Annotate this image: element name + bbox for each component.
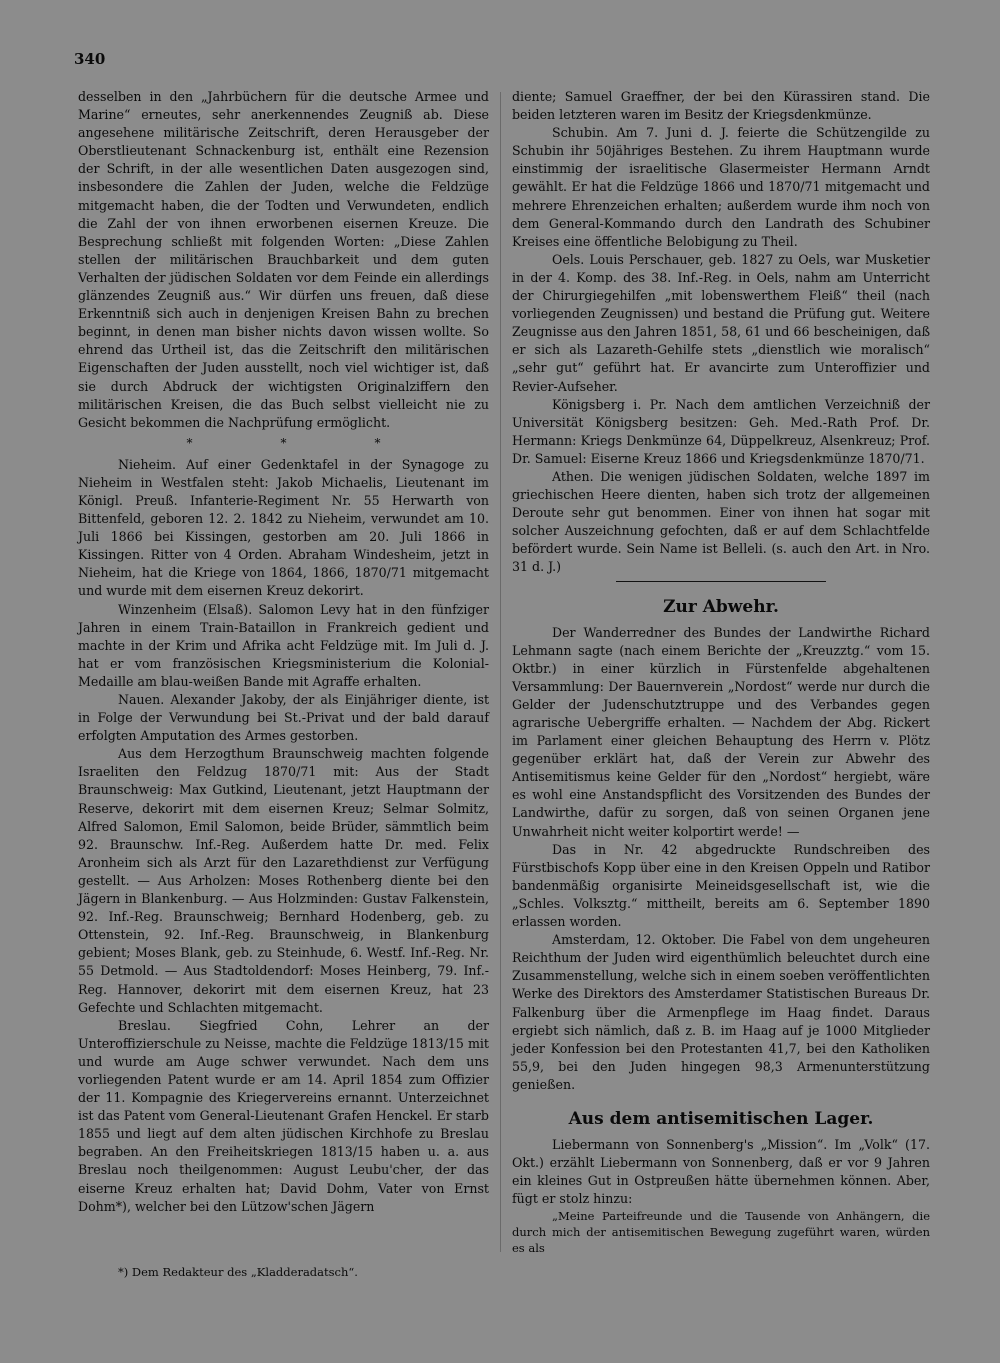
section-heading: Aus dem antisemitischen Lager. bbox=[568, 1108, 874, 1129]
paragraph: Oels. Louis Perschauer, geb. 1827 zu Oels, war Musketier in der 4. Komp. des 38. Inf.-Reg. in Oels, nahm am Unterricht der Chirurgiegehilfen „mit lobenswerthem Fleiß“ theil (nach vorliegenden Zeugnissen) und bestand die Prüfung gut. Weitere Zeugnisse aus den Jahren 1851, 58, 61 und 66 bescheinigen, daß er sich als Lazareth-Gehilfe stets „dienstlich wie moralisch“ „sehr gut“ geführt hat. Er avancirte zum Unteroffizier und Revier-Aufseher. bbox=[512, 251, 930, 394]
paragraph: Winzenheim (Elsaß). Salomon Levy hat in den fünfziger Jahren in einem Train-Bataillon in Frankreich gedient und machte in der Krim und Afrika acht Feldzüge mit. Im Juli d. J. hat er vom französischen Kriegsministerium die Kolonial-Medaille am blau-weißen Bande mit Agraffe erhalten. bbox=[78, 601, 489, 689]
paragraph: Amsterdam, 12. Oktober. Die Fabel von dem ungeheuren Reichthum der Juden wird eigenthümlich beleuchtet durch eine Zusammenstellung, welche sich in einem soeben veröffentlichten Werke des Direktors des Amsterdamer Statistischen Bureaus Dr. Falkenburg über die Armenpflege im Haag findet. Daraus ergiebt sich nämlich, daß z. B. im Haag auf je 1000 Mitglieder jeder Konfession bei den Protestanten 41,7, bei den Katholiken 55,9, bei den Juden hingegen 98,3 Armenunterstützung genießen. bbox=[512, 932, 930, 1092]
paragraph: Athen. Die wenigen jüdischen Soldaten, welche 1897 im griechischen Heere dienten, haben sich trotz der allgemeinen Deroute sehr gut benommen. Einer von ihnen hat sogar mit solcher Auszeichnung gefochten, daß er auf dem Schlachtfelde befördert wurde. Sein Name ist Belleli. (s. auch den Art. in Nro. 31 d. J.) bbox=[512, 468, 930, 575]
paragraph: Nauen. Alexander Jakoby, der als Einjähriger diente, ist in Folge der Verwundung bei St.-Privat und der bald darauf erfolgten Amputation des Armes gestorben. bbox=[78, 692, 489, 744]
asterisk-divider: * * * bbox=[186, 435, 381, 450]
paragraph: Der Wanderredner des Bundes der Landwirthe Richard Lehmann sagte (nach einem Berichte der „Kreuzztg.“ vom 15. Oktbr.) in einer kürzlich in Fürstenfelde abgehaltenen Versammlung: Der Bauernverein „Nordost“ werde nur durch die Gelder der Judenschutztruppe und des Verbandes gegen agrarische Uebergriffe erhalten. — Nachdem der Abg. Rickert im Parlament einer gleichen Behauptung des Herrn v. Plötz gegenüber erklärt hat, daß der Verein zur Abwehr des Antisemitismus keine Gelder für den „Nordost“ hergiebt, wäre es wohl eine Anstandspflicht des Vorsitzenden des Bundes der Landwirthe, dafür zu sorgen, daß von seinen Organen jene Unwahrheit nicht weiter kolportirt werde! — bbox=[512, 624, 930, 839]
column-divider bbox=[500, 92, 501, 1252]
paragraph: desselben in den „Jahrbüchern für die deutsche Armee und Marine“ erneutes, sehr anerkennendes Zeugniß ab. Diese angesehene militärische Zeitschrift, deren Herausgeber der Oberstlieutenant Schnackenburg ist, enthält eine Rezension der Schrift, in der alle wesentlichen Daten ausgezogen sind, insbesondere die Zahlen der Juden, welche die Feldzüge mitgemacht haben, die der Todten und Verwundeten, endlich die Zahl der von ihnen erworbenen eisernen Kreuze. Die Besprechung schließt mit folgenden Worten: „Diese Zahlen stellen der militärischen Brauchbarkeit und dem guten Verhalten der jüdischen Soldaten vor dem Feinde ein allerdings glänzendes Zeugniß aus.“ Wir dürfen uns freuen, daß diese Erkenntniß sich auch in denjenigen Kreisen Bahn zu brechen beginnt, in denen man bisher nichts davon wissen wollte. So ehrend das Urtheil ist, das die Zeitschrift den militärischen Eigenschaften der Juden ausstellt, noch viel wichtiger ist, daß sie durch Abdruck der wichtigsten Originalziffern den militärischen Kreisen, die das Buch selbst vielleicht nie zu Gesicht bekommen die Nachprüfung ermöglicht. bbox=[78, 89, 489, 430]
paragraph: Königsberg i. Pr. Nach dem amtlichen Verzeichniß der Universität Königsberg besitzen: Geh. Med.-Rath Prof. Dr. Hermann: Kriegs Denkmünze 64, Düppelkreuz, Alsenkreuz; Prof. Dr. Samuel: Eiserne Kreuz 1866 und Kriegsdenkmünze 1870/71. bbox=[512, 396, 930, 466]
paragraph: diente; Samuel Graeffner, der bei den Kürassiren stand. Die beiden letzteren waren im Besitz der Kriegsdenkmünze. bbox=[512, 89, 930, 123]
footnote: *) Dem Redakteur des „Kladderadatsch“. bbox=[118, 1265, 358, 1279]
paragraph: Breslau. Siegfried Cohn, Lehrer an der Unteroffizierschule zu Neisse, machte die Feldzüge 1813/15 mit und wurde am Auge schwer verwundet. Nach dem uns vorliegenden Patent wurde er am 14. April 1854 zum Offizier der 11. Kompagnie des Kriegervereins ernannt. Unterzeichnet ist das Patent vom General-Lieutenant Grafen Henckel. Er starb 1855 und liegt auf dem alten jüdischen Kirchhofe zu Breslau begraben. An den Freiheitskriegen 1813/15 haben u. a. aus Breslau noch theilgenommen: August Leubu'cher, der das eiserne Kreuz erhalten hat; David Dohm, Vater von Ernst Dohm*), welcher bei den Lützow'schen Jägern bbox=[78, 1017, 489, 1214]
page-number: 340 bbox=[74, 50, 106, 68]
left-column bbox=[78, 88, 489, 1216]
quote-paragraph: „Meine Parteifreunde und die Tausende von Anhängern, die durch mich der antisemitischen Bewegung zugeführt waren, würden es als bbox=[512, 1209, 930, 1256]
paragraph: Aus dem Herzogthum Braunschweig machten folgende Israeliten den Feldzug 1870/71 mit: Aus der Stadt Braunschweig: Max Gutkind, Lieutenant, jetzt Hauptmann der Reserve, dekorirt mit dem eisernen Kreuz; Selmar Solmitz, Alfred Salomon, Emil Salomon, beide Brüder, sämmtlich beim 92. Braunschw. Inf.-Reg. Außerdem hatte Dr. med. Felix Aronheim sich als Arzt für den Lazarethdienst zur Verfügung gestellt. — Aus Arholzen: Moses Rothenberg diente bei den Jägern in Blankenburg. — Aus Holzminden: Gustav Falkenstein, 92. Inf.-Reg. Braunschweig; Bernhard Hodenberg, geb. zu Ottenstein, 92. Inf.-Reg. Braunschweig, in Blankenburg gebient; Moses Blank, geb. zu Steinhude, 6. Westf. Inf.-Reg. Nr. 55 Detmold. — Aus Stadtoldendorf: Moses Heinberg, 79. Inf.-Reg. Hannover, dekorirt mit dem eisernen Kreuz, hat 23 Gefechte und Schlachten mitgemacht. bbox=[78, 746, 489, 1015]
paragraph: Liebermann von Sonnenberg's „Mission“. Im „Volk“ (17. Okt.) erzählt Liebermann von Sonnenberg, daß er vor 9 Jahren ein kleines Gut in Ostpreußen hätte übernehmen können. Aber, fügt er stolz hinzu: bbox=[512, 1136, 930, 1207]
paragraph: Nieheim. Auf einer Gedenktafel in der Synagoge zu Nieheim in Westfalen steht: Jakob Michaelis, Lieutenant im Königl. Preuß. Infanterie-Regiment Nr. 55 Herwarth von Bittenfeld, geboren 12. 2. 1842 zu Nieheim, verwundet am 10. Juli 1866 bei Kissingen, gestorben am 20. Juli 1866 in Kissingen. Ritter von 4 Orden. Abraham Windesheim, jetzt in Nieheim, hat die Kriege von 1864, 1866, 1870/71 mitgemacht und wurde mit dem eisernen Kreuz dekorirt. bbox=[78, 456, 489, 599]
section-rule bbox=[616, 581, 826, 582]
paragraph: Schubin. Am 7. Juni d. J. feierte die Schützengilde zu Schubin ihr 50jähriges Bestehen. Zu ihrem Hauptmann wurde einstimmig der israelitische Glasermeister Hermann Arndt gewählt. Er hat die Feldzüge 1866 und 1870/71 mitgemacht und mehrere Ehrenzeichen erhalten; außerdem wurde ihm noch von dem General-Kommando durch den Landrath des Schubiner Kreises eine öffentliche Belobigung zu Theil. bbox=[512, 125, 930, 249]
section-heading: Zur Abwehr. bbox=[663, 596, 779, 617]
paragraph: Das in Nr. 42 abgedruckte Rundschreiben des Fürstbischofs Kopp über eine in den Kreisen Oppeln und Ratibor bandenmäßig organisirte Meineidsgesellschaft ist, wie die „Schles. Volksztg.“ mittheilt, bereits am 6. September 1890 erlassen worden. bbox=[512, 841, 930, 930]
right-column bbox=[512, 88, 930, 1256]
